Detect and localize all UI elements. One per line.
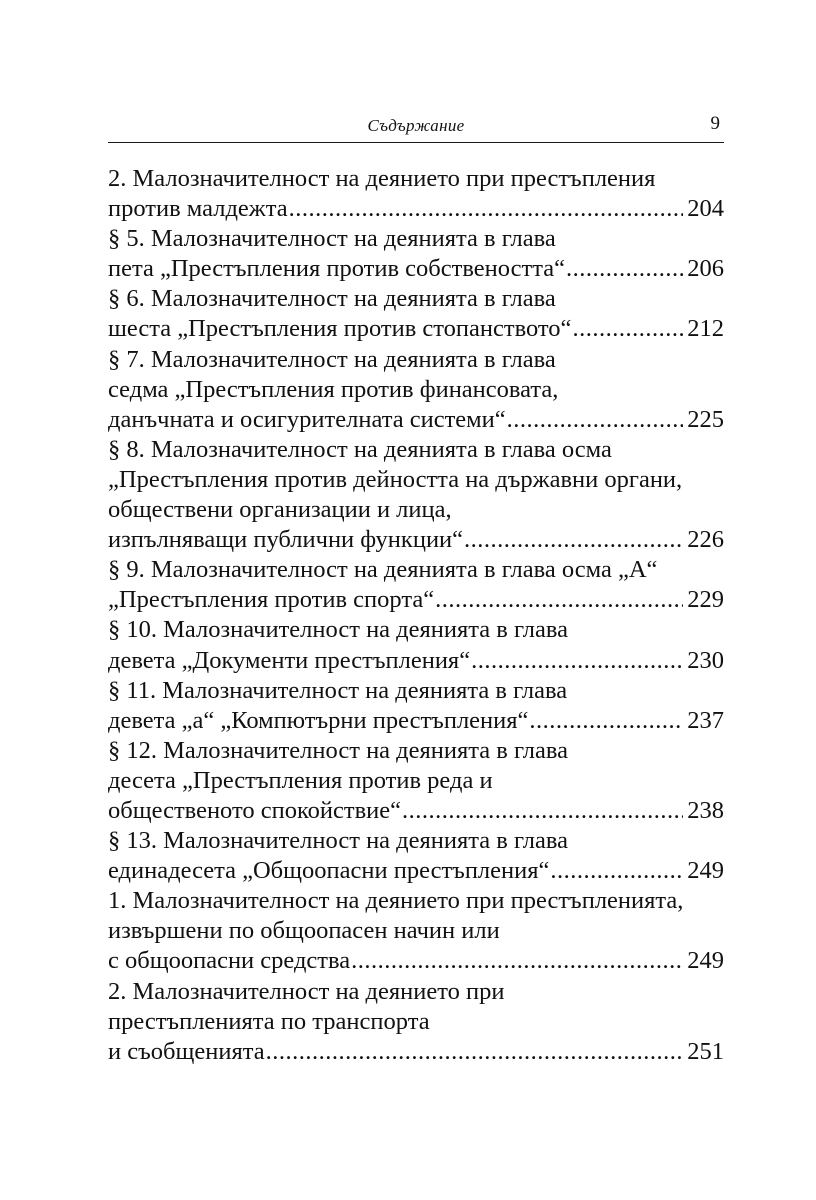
toc-page-number: 212	[687, 315, 724, 343]
toc-entry-line: 2. Малозначителност на деянието при престъпления	[108, 165, 656, 192]
toc-entry-line: § 5. Малозначителност на деянията в глава	[108, 225, 556, 253]
toc-entry-last-line	[108, 856, 724, 886]
dot-leader	[288, 194, 684, 224]
toc-page-number: 206	[687, 255, 724, 283]
toc-entry-last-line	[108, 254, 724, 284]
toc-entry-last-line	[108, 585, 724, 615]
toc-entry-last-line	[108, 946, 724, 976]
toc-entry	[108, 977, 724, 1067]
toc-entry-line: § 6. Малозначителност на деянията в глава	[108, 285, 556, 313]
toc-entry	[108, 164, 724, 224]
toc-page-number: 204	[687, 195, 724, 223]
dot-leader	[350, 946, 683, 976]
toc-page-number: 230	[687, 646, 724, 674]
toc-entry-text: шеста „Престъпления против стопанството“	[108, 315, 572, 343]
toc-entry-text: девета „Документи престъпления“	[108, 646, 471, 674]
toc-entry	[108, 345, 724, 435]
toc-entry-text: пета „Престъпления против собствеността“	[108, 255, 565, 283]
toc-entry-last-line	[108, 314, 724, 344]
toc-entry-line: престъпленията по транспорта	[108, 1007, 430, 1035]
toc-entry-text: „Престъпления против спорта“	[108, 586, 435, 614]
toc-entry-line: § 7. Малозначителност на деянията в глава	[108, 345, 556, 373]
running-title: Съдържание	[367, 116, 465, 135]
toc-page-number: 249	[687, 947, 724, 975]
toc-entry-line: § 11. Малозначителност на деянията в глава	[108, 676, 568, 704]
toc-entry-last-line	[108, 1037, 724, 1067]
toc-entry-last-line	[108, 706, 724, 736]
dot-leader	[470, 646, 683, 676]
toc-entry	[108, 224, 724, 284]
toc-entry	[108, 284, 724, 344]
toc-page-number: 225	[687, 405, 724, 433]
toc-entry-line: § 8. Малозначителност на деянията в глава осма	[108, 435, 612, 463]
running-header	[108, 112, 724, 143]
dot-leader	[571, 314, 683, 344]
toc-entry	[108, 886, 724, 976]
toc-entry-line: § 13. Малозначителност на деянията в глава	[108, 827, 569, 855]
toc-entry	[108, 676, 724, 736]
dot-leader	[265, 1037, 684, 1067]
toc-page-number: 249	[687, 857, 724, 885]
toc-entry-line: седма „Престъпления против финансовата,	[108, 375, 559, 403]
toc-page-number: 251	[687, 1037, 724, 1065]
toc-entry-line: 1. Малозначителност на деянието при престъпленията,	[108, 887, 684, 915]
toc-entry-line: десета „Престъпления против реда и	[108, 766, 493, 794]
dot-leader	[434, 585, 683, 615]
toc-page-number: 229	[687, 586, 724, 614]
toc-entry-last-line	[108, 646, 724, 676]
toc-entry-text: с общоопасни средства	[108, 947, 351, 975]
toc-entry	[108, 615, 724, 675]
toc-entry-last-line	[108, 194, 724, 224]
dot-leader	[528, 706, 683, 736]
toc-page-number: 226	[687, 526, 724, 554]
page-number: 9	[710, 113, 720, 134]
toc-entry-line: „Престъпления против дейността на държавни органи,	[108, 465, 683, 493]
toc-page-number: 237	[687, 706, 724, 734]
toc-entry-text: девета „а“ „Компютърни престъпления“	[108, 706, 529, 734]
dot-leader	[565, 254, 683, 284]
toc-entry-text: и съобщенията	[108, 1037, 265, 1065]
toc-entry-line: § 10. Малозначителност на деянията в глава	[108, 616, 569, 644]
toc-entry-line: обществени организации и лица,	[108, 496, 452, 524]
toc-entry-last-line	[108, 796, 724, 826]
toc-entry-text: против малдежта	[108, 195, 288, 223]
toc-entry	[108, 826, 724, 886]
dot-leader	[549, 856, 683, 886]
toc-entry-line: 2. Малозначителност на деянието при	[108, 977, 505, 1005]
toc-entry	[108, 736, 724, 826]
toc-entry-line: извършени по общоопасен начин или	[108, 917, 500, 945]
dot-leader	[463, 525, 683, 555]
toc-entry	[108, 555, 724, 615]
toc-entry-line: § 9. Малозначителност на деянията в глава осма „А“	[108, 556, 658, 584]
toc-page-number: 238	[687, 796, 724, 824]
toc-entry-line: § 12. Малозначителност на деянията в глава	[108, 736, 569, 764]
table-of-contents	[108, 164, 724, 1067]
dot-leader	[506, 405, 684, 435]
toc-entry-text: общественото спокойствие“	[108, 796, 402, 824]
toc-entry-last-line	[108, 405, 724, 435]
toc-entry-text: изпълняващи публични функции“	[108, 526, 464, 554]
toc-entry-text: единадесета „Общоопасни престъпления“	[108, 857, 550, 885]
toc-entry-text: данъчната и осигурителната системи“	[108, 405, 506, 433]
toc-entry	[108, 435, 724, 555]
toc-entry-last-line	[108, 525, 724, 555]
dot-leader	[401, 796, 683, 826]
